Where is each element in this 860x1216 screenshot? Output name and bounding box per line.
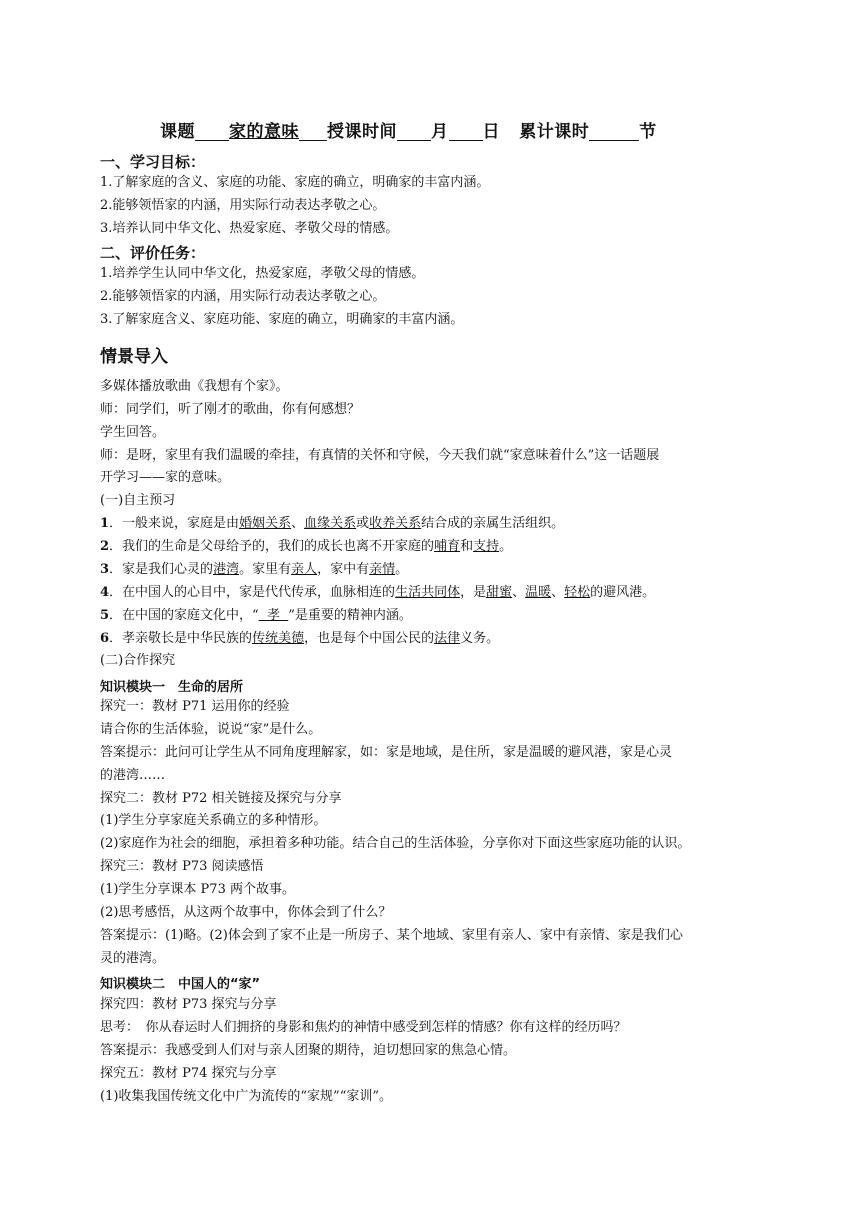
text-segment: ，也是每个中国公民的 [304, 631, 435, 646]
intro-line: 开学习——家的意味。 [100, 470, 231, 485]
explore-line: 答案提示：我感受到人们对与亲人团聚的期待，迫切想回家的焦急心情。 [100, 1043, 517, 1058]
explore-line: (1)学生分享课本 P73 两个故事。 [100, 882, 295, 897]
answer-underlined: 法律 [434, 631, 461, 646]
item-number: 3 [100, 562, 110, 577]
preview-item-4 [100, 584, 655, 602]
answer-underlined: 收养关系 [369, 516, 422, 531]
goal-item: 2.能够领悟家的内涵，用实际行动表达孝敬之心。 [100, 198, 386, 213]
blank-day [449, 122, 483, 141]
goal-item: 3.培养认同中华文化、热爱家庭、孝敬父母的情感。 [100, 221, 399, 236]
explore-line: 思考： 你从春运时人们拥挤的身影和焦灼的神情中感受到怎样的情感？你有这样的经历吗？ [100, 1020, 627, 1035]
title-day-label: 日 [482, 122, 500, 142]
answer-underlined: 甜蜜 [486, 585, 513, 600]
goals-heading: 一、学习目标： [100, 153, 206, 171]
lesson-title [160, 117, 780, 142]
answer-underlined: 血缘关系 [304, 516, 357, 531]
text-segment: ．家是我们心灵的 [109, 562, 214, 577]
explore-line: (1)学生分享家庭关系确立的多种情形。 [100, 813, 327, 828]
text-segment: ”是重要的精神内涵。 [288, 608, 412, 623]
answer-underlined: 生活共同体 [395, 585, 461, 600]
item-number: 1 [100, 516, 110, 531]
text-segment: 义务。 [460, 631, 500, 646]
answer-underlined: 温暖 [525, 585, 552, 600]
explore-line: 答案提示：(1)略。(2)体会到了家不止是一所房子、某个地域、家里有亲人、家中有亲情、家是我们心 [100, 928, 683, 943]
preview-item-6 [100, 630, 499, 648]
task-item: 3.了解家庭含义、家庭功能、家庭的确立，明确家的丰富内涵。 [100, 312, 464, 327]
answer-underlined: 传统美德 [252, 631, 305, 646]
explore-line: 探究一：教材 P71 运用你的经验 [100, 699, 290, 714]
intro-line: 师：同学们，听了刚才的歌曲，你有何感想？ [100, 402, 361, 417]
answer-underlined: 孝 [258, 608, 289, 623]
title-course-label: 课题 [160, 122, 195, 142]
explore-line: (2)家庭作为社会的细胞，承担着多种功能。结合自己的生活体验，分享你对下面这些家庭功能的认识。 [100, 836, 691, 851]
text-segment: 的避风港。 [590, 585, 656, 600]
answer-underlined: 港湾 [213, 562, 240, 577]
item-number: 4 [100, 585, 110, 600]
explore-line: 探究五：教材 P74 探究与分享 [100, 1066, 277, 1081]
text-segment: ．在中国的家庭文化中，“ [109, 608, 259, 623]
text-segment: 。 [395, 562, 409, 577]
answer-underlined: 哺育 [434, 539, 461, 554]
title-total-label: 累计课时 [519, 122, 590, 142]
title-month-label: 月 [431, 122, 449, 142]
text-segment: ，家中有 [317, 562, 370, 577]
task-item: 1.培养学生认同中华文化，热爱家庭，孝敬父母的情感。 [100, 266, 425, 281]
goal-item: 1.了解家庭的含义、家庭的功能、家庭的确立，明确家的丰富内涵。 [100, 175, 490, 190]
explore-line: 探究二：教材 P72 相关链接及探究与分享 [100, 791, 342, 806]
text-segment: ，是 [460, 585, 487, 600]
answer-underlined: 支持 [473, 539, 500, 554]
blank-month [397, 122, 431, 141]
preview-item-2 [100, 538, 512, 556]
text-segment: 或 [356, 516, 370, 531]
explore-line: 的港湾…… [100, 768, 166, 783]
preview-item-3 [100, 561, 408, 579]
title-topic: 家的意味 [229, 122, 299, 142]
item-number: 2 [100, 539, 110, 554]
text-segment: 、 [291, 516, 305, 531]
text-segment: ．我们的生命是父母给予的，我们的成长也离不开家庭的 [109, 539, 435, 554]
explore-line: 答案提示：此问可让学生从不同角度理解家，如：家是地域，是住所，家是温暖的避风港，家是心灵 [100, 745, 673, 760]
title-time-label: 授课时间 [327, 122, 397, 142]
text-segment: 。家里有 [239, 562, 292, 577]
intro-line: 多媒体播放歌曲《我想有个家》。 [100, 379, 289, 394]
answer-underlined: 婚姻关系 [239, 516, 292, 531]
blank-period [589, 122, 639, 141]
blank-line [299, 122, 327, 141]
text-segment: 。 [499, 539, 513, 554]
tasks-heading: 二、评价任务： [100, 244, 206, 262]
title-period-label: 节 [639, 122, 657, 142]
explore-heading: (二)合作探究 [100, 653, 176, 668]
answer-underlined: 亲人 [291, 562, 318, 577]
answer-underlined: 亲情 [369, 562, 396, 577]
item-number: 6 [100, 631, 110, 646]
text-segment: 结合成的亲属生活组织。 [421, 516, 565, 531]
text-segment: ．孝亲敬长是中华民族的 [109, 631, 253, 646]
explore-line: (2)思考感悟，从这两个故事中，你体会到了什么？ [100, 905, 392, 920]
item-number: 5 [100, 608, 110, 623]
preview-item-1 [100, 515, 564, 533]
intro-line: 学生回答。 [100, 425, 166, 440]
intro-line: 师：是呀，家里有我们温暖的牵挂，有真情的关怀和守候，今天我们就“家意味着什么”这一话题展 [100, 448, 660, 463]
text-segment: ．在中国人的心目中，家是代代传承，血脉相连的 [109, 585, 396, 600]
explore-line: 探究三：教材 P73 阅读感悟 [100, 859, 264, 874]
explore-line: 灵的港湾。 [100, 951, 166, 966]
text-segment: ．一般来说，家庭是由 [109, 516, 240, 531]
module-2-heading: 知识模块二 中国人的“家” [100, 977, 261, 992]
blank-line [195, 122, 229, 141]
preview-item-5 [100, 607, 412, 625]
explore-line: 探究四：教材 P73 探究与分享 [100, 997, 277, 1012]
intro-heading: 情景导入 [100, 347, 168, 367]
module-1-heading: 知识模块一 生命的居所 [100, 680, 244, 695]
preview-heading: (一)自主预习 [100, 493, 176, 508]
explore-line: 请合你的生活体验，说说“家”是什么。 [100, 722, 322, 737]
task-item: 2.能够领悟家的内涵，用实际行动表达孝敬之心。 [100, 289, 386, 304]
answer-underlined: 轻松 [564, 585, 591, 600]
text-segment: 、 [512, 585, 526, 600]
explore-line: (1)收集我国传统文化中广为流传的“家规”“家训”。 [100, 1089, 392, 1104]
text-segment: 和 [460, 539, 474, 554]
text-segment: 、 [551, 585, 565, 600]
